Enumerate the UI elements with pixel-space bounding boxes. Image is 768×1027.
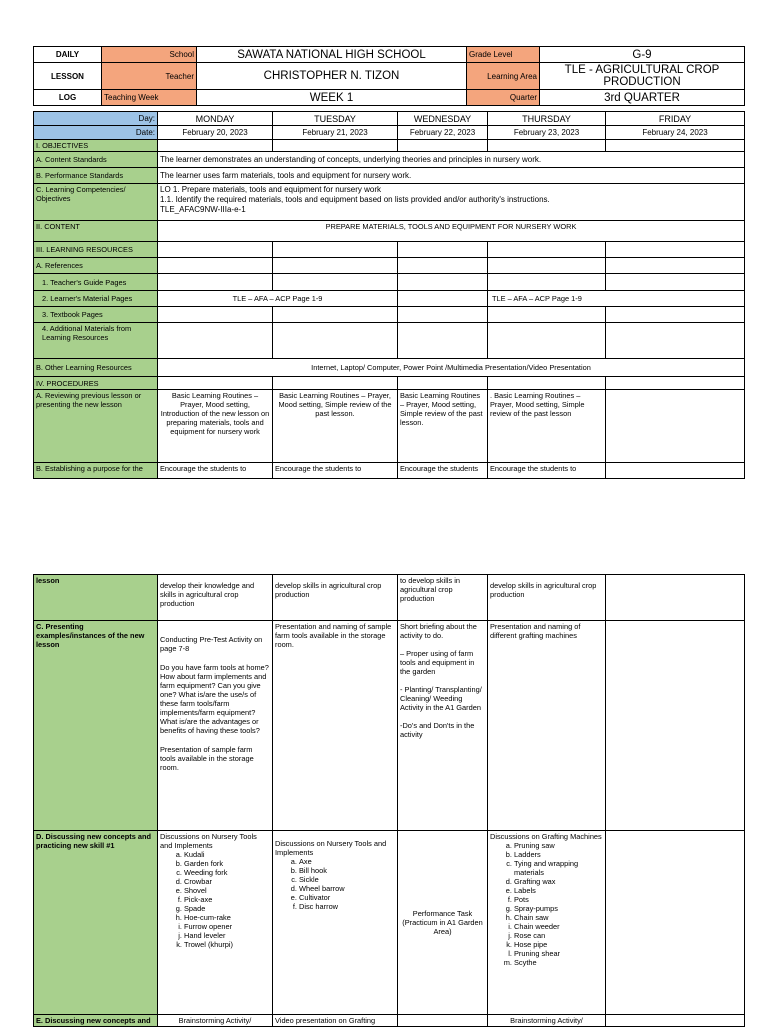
list-item: b. Bill hook — [299, 866, 395, 875]
presenting-wednesday — [398, 621, 488, 831]
date-thursday: February 23, 2023 — [488, 126, 606, 140]
pres-mon-line: Conducting Pre-Test Activity on page 7-8 — [160, 635, 263, 653]
discussing-2-thursday: Brainstorming Activity/ — [488, 1015, 606, 1027]
discussing-2-tuesday: Video presentation on Grafting — [273, 1015, 398, 1027]
header-label-teacher: Teacher — [102, 63, 197, 90]
purpose-cont-thursday: develop skills in agricultural crop production — [488, 575, 606, 621]
section-objectives: I. OBJECTIVES — [34, 140, 158, 152]
list-item: c. Sickle — [299, 875, 395, 884]
row-label-teachers-guide: 1. Teacher's Guide Pages — [34, 274, 158, 291]
row-label-competencies: C. Learning Competencies/ Objectives — [34, 184, 158, 221]
purpose-monday: Encourage the students to — [158, 463, 273, 479]
row-label-learners-material: 2. Learner's Material Pages — [34, 291, 158, 307]
review-wednesday: Basic Learning Routines – Prayer, Mood setting, Simple review of the past lesson. — [398, 390, 488, 463]
learners-material-value-1: TLE – AFA – ACP Page 1-9 — [158, 291, 398, 307]
list-item: b. Garden fork — [184, 859, 270, 868]
list-item: e. Labels — [514, 886, 603, 895]
header-teacher: CHRISTOPHER N. TIZON — [197, 63, 467, 90]
row-label-lesson-continued: lesson — [34, 575, 158, 621]
learners-material-value-2: TLE – AFA – ACP Page 1-9 — [488, 291, 745, 307]
purpose-cont-tuesday: develop skills in agricultural crop production — [273, 575, 398, 621]
header-school: SAWATA NATIONAL HIGH SCHOOL — [197, 47, 467, 63]
header-lesson: LESSON — [34, 63, 102, 90]
day-tuesday: TUESDAY — [273, 112, 398, 126]
header-label-week: Teaching Week — [102, 90, 197, 106]
discussing-2-monday: Brainstorming Activity/ — [158, 1015, 273, 1027]
row-label-additional-materials: 4. Additional Materials from Learning Resources — [34, 323, 158, 359]
discussing-monday — [158, 831, 273, 1015]
header-area: TLE - AGRICULTURAL CROP PRODUCTION — [540, 63, 745, 90]
lesson-table-page-1 — [33, 111, 745, 479]
section-learning-resources: III. LEARNING RESOURCES — [34, 242, 158, 258]
list-item: f. Pick-axe — [184, 895, 270, 904]
day-thursday: THURSDAY — [488, 112, 606, 126]
header-label-quarter: Quarter — [467, 90, 540, 106]
disc-tue-list — [275, 857, 395, 911]
content-standards-value: The learner demonstrates an understanding of concepts, underlying theories and principles in nursery work. — [158, 152, 745, 168]
day-wednesday: WEDNESDAY — [398, 112, 488, 126]
list-item: e. Cultivator — [299, 893, 395, 902]
day-friday: FRIDAY — [606, 112, 745, 126]
purpose-cont-monday: develop their knowledge and skills in agricultural crop production — [158, 575, 273, 621]
review-monday: Basic Learning Routines – Prayer, Mood setting, Introduction of the new lesson on preparing materials, tools and equipment for nursery work — [158, 390, 273, 463]
header-week: WEEK 1 — [197, 90, 467, 106]
review-tuesday: Basic Learning Routines – Prayer, Mood setting, Simple review of the past lesson. — [273, 390, 398, 463]
list-item: f. Disc harrow — [299, 902, 395, 911]
list-item: j. Hand leveler — [184, 931, 270, 940]
list-item: m. Scythe — [514, 958, 603, 967]
purpose-thursday: Encourage the students to — [488, 463, 606, 479]
competency-line: TLE_AFAC9NW-IIIa-e-1 — [160, 205, 246, 214]
header-label-area: Learning Area — [467, 63, 540, 90]
row-label-other-resources: B. Other Learning Resources — [34, 359, 158, 377]
header-label-school: School — [102, 47, 197, 63]
list-item: d. Grafting wax — [514, 877, 603, 886]
day-monday: MONDAY — [158, 112, 273, 126]
header-table — [33, 46, 745, 106]
list-item: c. Weeding fork — [184, 868, 270, 877]
list-item: a. Kudali — [184, 850, 270, 859]
disc-thu-list — [490, 841, 603, 967]
discussing-wednesday: Performance Task (Practicum in A1 Garden Area) — [398, 831, 488, 1015]
row-label-presenting: C. Presenting examples/instances of the new lesson — [34, 621, 158, 831]
disc-tue-title: Discussions on Nursery Tools and Implements — [275, 839, 387, 857]
purpose-wednesday: Encourage the students — [398, 463, 488, 479]
list-item: i. Chain weeder — [514, 922, 603, 931]
presenting-monday — [158, 621, 273, 831]
purpose-cont-wednesday: to develop skills in agricultural crop production — [398, 575, 488, 621]
row-label-content-standards: A. Content Standards — [34, 152, 158, 168]
date-wednesday: February 22, 2023 — [398, 126, 488, 140]
list-item: i. Furrow opener — [184, 922, 270, 931]
pres-wed-line: – Proper using of farm tools and equipment in the garden — [400, 649, 475, 676]
discussing-thursday — [488, 831, 606, 1015]
row-label-textbook: 3. Textbook Pages — [34, 307, 158, 323]
list-item: d. Wheel barrow — [299, 884, 395, 893]
date-tuesday: February 21, 2023 — [273, 126, 398, 140]
pres-mon-line: Presentation of sample farm tools available in the storage room. — [160, 745, 254, 772]
list-item: j. Rose can — [514, 931, 603, 940]
header-quarter: 3rd QUARTER — [540, 90, 745, 106]
header-log: LOG — [34, 90, 102, 106]
discussing-tuesday — [273, 831, 398, 1015]
date-friday: February 24, 2023 — [606, 126, 745, 140]
list-item: g. Spade — [184, 904, 270, 913]
presenting-tuesday: Presentation and naming of sample farm tools available in the storage room. — [273, 621, 398, 831]
competency-line: LO 1. Prepare materials, tools and equipment for nursery work — [160, 185, 381, 194]
list-item: a. Axe — [299, 857, 395, 866]
performance-standards-value: The learner uses farm materials, tools and equipment for nursery work. — [158, 168, 745, 184]
header-label-grade: Grade Level — [467, 47, 540, 63]
row-label-discussing-2: E. Discussing new concepts and — [34, 1015, 158, 1027]
list-item: c. Tying and wrapping materials — [514, 859, 603, 877]
list-item: e. Shovel — [184, 886, 270, 895]
row-label-references: A. References — [34, 258, 158, 274]
purpose-tuesday: Encourage the students to — [273, 463, 398, 479]
list-item: f. Pots — [514, 895, 603, 904]
disc-mon-title: Discussions on Nursery Tools and Implements — [160, 832, 257, 850]
list-item: h. Hoe-cum-rake — [184, 913, 270, 922]
section-content: II. CONTENT — [34, 221, 158, 242]
competencies-value — [158, 184, 745, 221]
pres-mon-line: Do you have farm tools at home? How about farm implements and farm equipment? Can you give one? What is/are the use/s of these farm tools/farm implements/farm equipment? What is/are the advantages or benefits of having these tools? — [160, 663, 269, 735]
list-item: k. Trowel (khurpi) — [184, 940, 270, 949]
list-item: d. Crowbar — [184, 877, 270, 886]
row-label-performance-standards: B. Performance Standards — [34, 168, 158, 184]
list-item: k. Hose pipe — [514, 940, 603, 949]
other-resources-value: Internet, Laptop/ Computer, Power Point /Multimedia Presentation/Video Presentation — [158, 359, 745, 377]
list-item: l. Pruning shear — [514, 949, 603, 958]
list-item: a. Pruning saw — [514, 841, 603, 850]
date-label: Date: — [34, 126, 158, 140]
presenting-thursday: Presentation and naming of different grafting machines — [488, 621, 606, 831]
lesson-table-page-2 — [33, 574, 745, 1027]
pres-wed-line: -Do's and Don'ts in the activity — [400, 721, 475, 739]
list-item: b. Ladders — [514, 850, 603, 859]
list-item: h. Chain saw — [514, 913, 603, 922]
disc-mon-list — [160, 850, 270, 949]
day-label: Day: — [34, 112, 158, 126]
date-monday: February 20, 2023 — [158, 126, 273, 140]
row-label-discussing-1: D. Discussing new concepts and practicing new skill #1 — [34, 831, 158, 1015]
pres-wed-line: Short briefing about the activity to do. — [400, 622, 477, 640]
header-daily: DAILY — [34, 47, 102, 63]
section-procedures: IV. PROCEDURES — [34, 377, 158, 390]
pres-wed-line: - Planting/ Transplanting/ Cleaning/ Weeding Activity in the A1 Garden — [400, 685, 482, 712]
row-label-purpose: B. Establishing a purpose for the — [34, 463, 158, 479]
row-label-reviewing: A. Reviewing previous lesson or presenting the new lesson — [34, 390, 158, 463]
header-grade: G-9 — [540, 47, 745, 63]
content-value: PREPARE MATERIALS, TOOLS AND EQUIPMENT FOR NURSERY WORK — [158, 221, 745, 242]
disc-thu-title: Discussions on Grafting Machines — [490, 832, 602, 841]
competency-line: 1.1. Identify the required materials, tools and equipment based on lists provided and/or authority's instructions. — [160, 195, 550, 204]
list-item: g. Spray-pumps — [514, 904, 603, 913]
review-thursday: . Basic Learning Routines – Prayer, Mood setting, Simple review of the past lesson — [488, 390, 606, 463]
